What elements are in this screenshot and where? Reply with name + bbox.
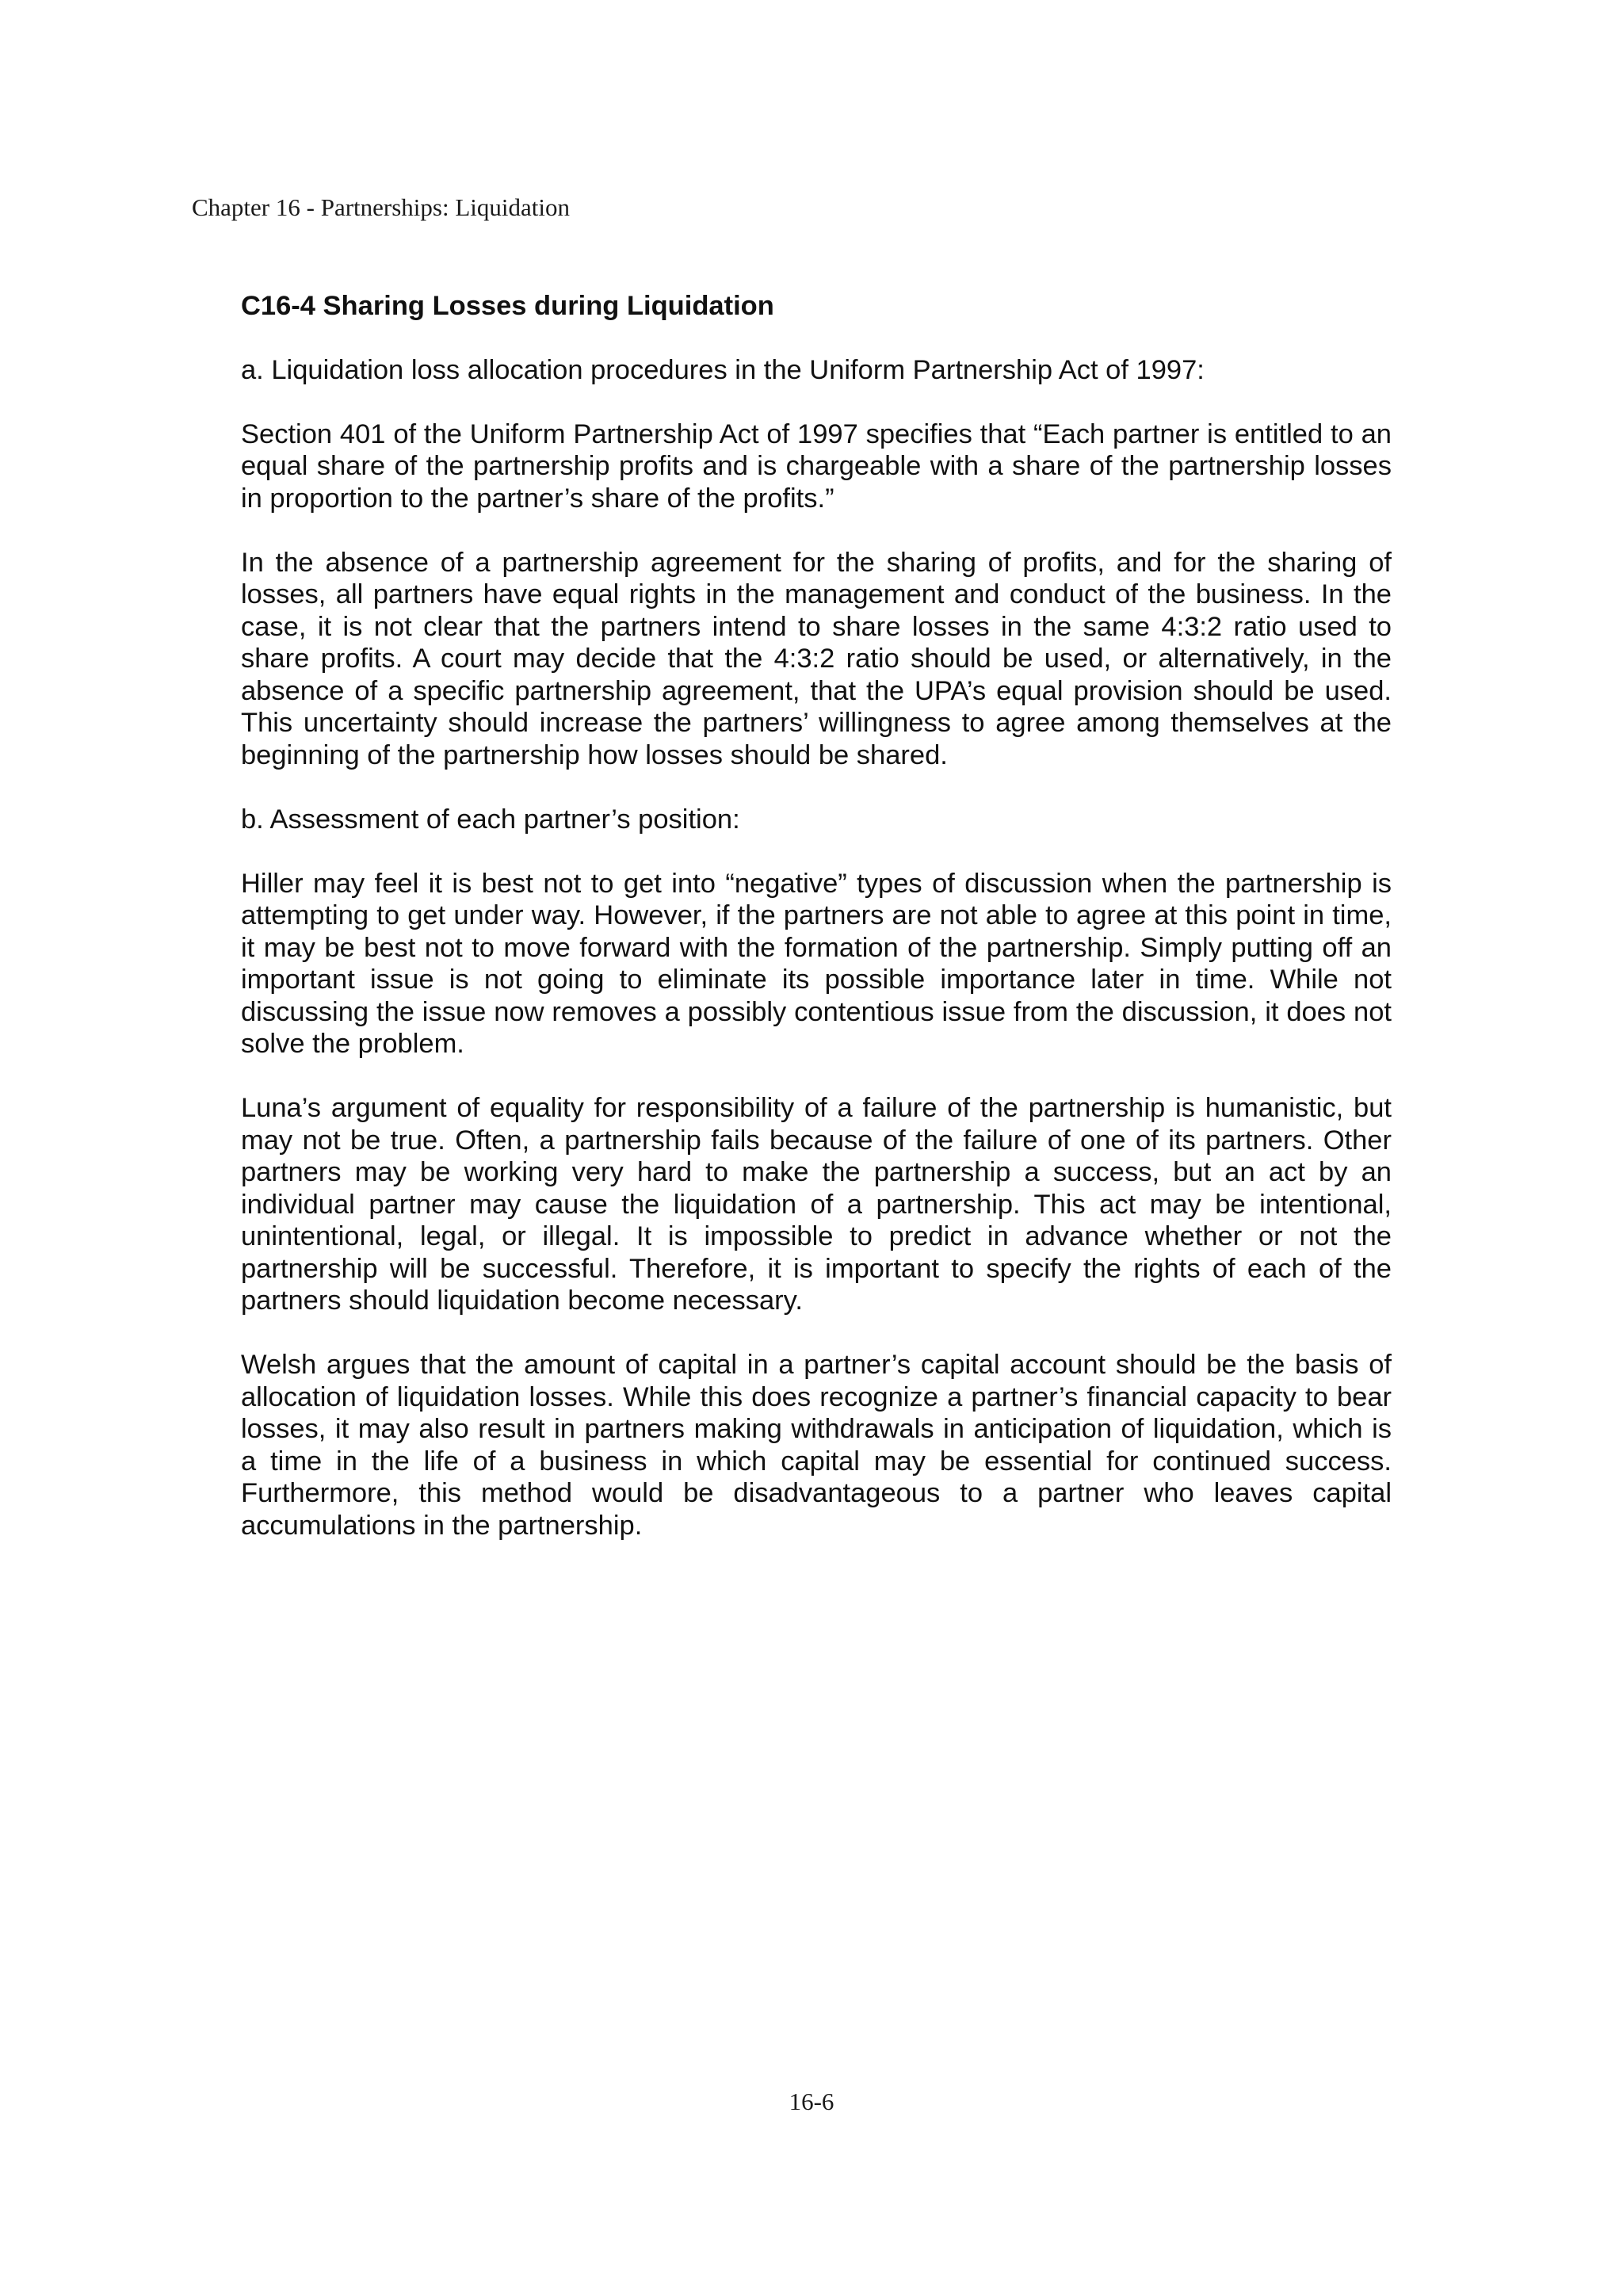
part-b-heading: b. Assessment of each partner’s position:	[241, 804, 740, 835]
part-b-paragraph-luna: Luna’s argument of equality for responsibility of a failure of the partnership is humanistic, but may not be true. Often, a partnership fails because of the failure of one of its partners. Other partners may be working very hard to make the partnership a success, but an act by an individual partner may cause the liquidation of a partnership. This act may be intentional, unintentional, legal, or illegal. It is impossible to predict in advance whether or not the partnership will be successful. Therefore, it is important to specify the rights of each of the partners should liquidation become necessary.	[241, 1093, 1392, 1316]
page-number: 16-6	[789, 2088, 834, 2115]
part-a-paragraph-absence-of-agreement: In the absence of a partnership agreement for the sharing of profits, and for the sharing of losses, all partners have equal rights in the management and conduct of the business. In the case, it is not clear that the partners intend to share losses in the same 4:3:2 ratio used to share profits. A court may decide that the 4:3:2 ratio should be used, or alternatively, in the absence of a specific partnership agreement, that the UPA’s equal provision should be used. This uncertainty should increase the partners’ willingness to agree among themselves at the beginning of the partnership how losses should be shared.	[241, 547, 1392, 770]
running-header: Chapter 16 - Partnerships: Liquidation	[192, 193, 570, 221]
section-title: C16-4 Sharing Losses during Liquidation	[241, 291, 774, 321]
part-b-paragraph-hiller: Hiller may feel it is best not to get into “negative” types of discussion when the partnership is attempting to get under way. However, if the partners are not able to agree at this point in time, it may be best not to move forward with the formation of the partnership. Simply putting off an important issue is not going to eliminate its possible importance later in time. While not discussing the issue now removes a possibly contentious issue from the discussion, it does not solve the problem.	[241, 868, 1392, 1059]
document-body	[241, 290, 1392, 1574]
part-a-heading: a. Liquidation loss allocation procedures in the Uniform Partnership Act of 1997:	[241, 354, 1205, 385]
part-b-paragraph-welsh: Welsh argues that the amount of capital in a partner’s capital account should be the basis of allocation of liquidation losses. While this does recognize a partner’s financial capacity to bear losses, it may also result in partners making withdrawals in anticipation of liquidation, which is a time in the life of a business in which capital may be essential for continued success. Furthermore, this method would be disadvantageous to a partner who leaves capital accumulations in the partnership.	[241, 1350, 1392, 1541]
part-a-paragraph-section-401: Section 401 of the Uniform Partnership Act of 1997 specifies that “Each partner is entitled to an equal share of the partnership profits and is chargeable with a share of the partnership losses in proportion to the partner’s share of the profits.”	[241, 418, 1392, 514]
